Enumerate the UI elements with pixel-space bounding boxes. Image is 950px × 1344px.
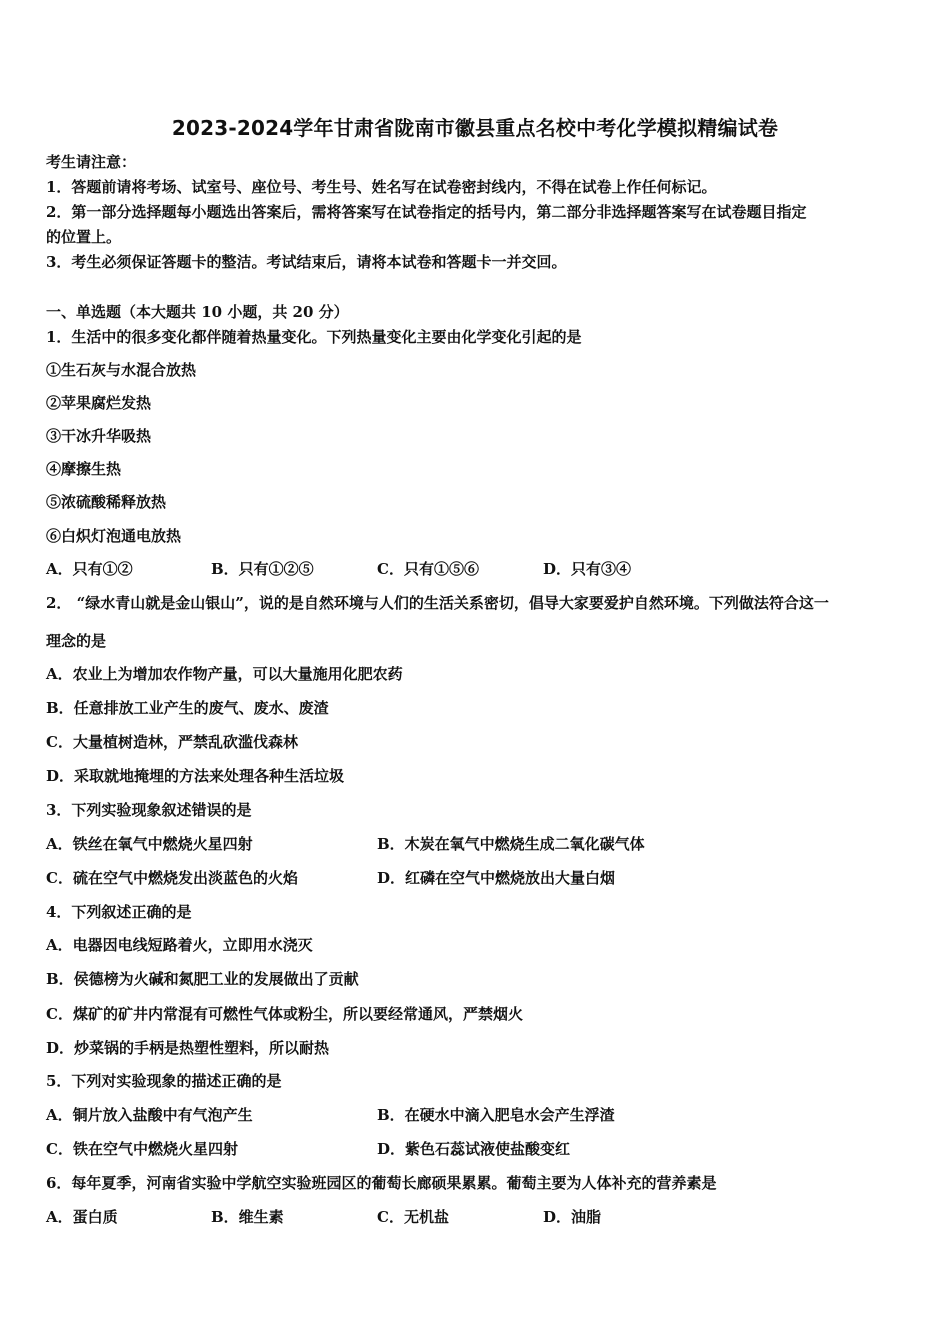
question-item: ④摩擦生热 [46,460,122,478]
option-d: D．油脂 [543,1208,602,1226]
question-item: ⑤浓硫酸稀释放热 [46,493,167,511]
option-c: C．硫在空气中燃烧发出淡蓝色的火焰 [46,869,298,887]
option-d: D．炒菜锅的手柄是热塑性塑料，所以耐热 [46,1039,330,1057]
question-stem: 3．下列实验现象叙述错误的是 [46,801,252,819]
question-item: ②苹果腐烂发热 [46,394,152,412]
option-b: B．任意排放工业产生的废气、废水、废渣 [46,699,329,717]
section-heading: 一、单选题（本大题共 10 小题，共 20 分） [46,303,349,321]
option-a: A．铁丝在氧气中燃烧火星四射 [46,835,253,853]
option-a: A．农业上为增加农作物产量，可以大量施用化肥农药 [46,665,403,683]
option-b: B．只有①②⑤ [211,560,314,578]
notice-item: 1．答题前请将考场、试室号、座位号、考生号、姓名写在试卷密封线内，不得在试卷上作任何标记。 [46,178,717,196]
option-a: A．铜片放入盐酸中有气泡产生 [46,1106,253,1124]
question-stem: 理念的是 [46,632,107,650]
page-title: 2023-2024学年甘肃省陇南市徽县重点名校中考化学模拟精编试卷 [171,116,779,140]
option-c: C．大量植树造林，严禁乱砍滥伐森林 [46,733,298,751]
option-c: C．铁在空气中燃烧火星四射 [46,1140,238,1158]
option-b: B．维生素 [211,1208,284,1226]
option-b: B．侯德榜为火碱和氮肥工业的发展做出了贡献 [46,970,359,988]
option-c: C．只有①⑤⑥ [377,560,479,578]
option-a: A．只有①② [46,560,133,578]
question-item: ③干冰升华吸热 [46,427,152,445]
option-b: B．在硬水中滴入肥皂水会产生浮渣 [377,1106,615,1124]
option-a: A．电器因电线短路着火，立即用水浇灭 [46,936,313,954]
option-d: D．紫色石蕊试液使盐酸变红 [377,1140,571,1158]
notice-item: 3．考生必须保证答题卡的整洁。考试结束后，请将本试卷和答题卡一并交回。 [46,253,567,271]
question-stem: 5．下列对实验现象的描述正确的是 [46,1072,282,1090]
option-d: D．红磷在空气中燃烧放出大量白烟 [377,869,616,887]
option-c: C．煤矿的矿井内常混有可燃性气体或粉尘，所以要经常通风，严禁烟火 [46,1005,523,1023]
option-d: D．只有③④ [543,560,632,578]
notice-item: 的位置上。 [46,228,122,246]
option-d: D．采取就地掩埋的方法来处理各种生活垃圾 [46,767,345,785]
question-stem: 6．每年夏季，河南省实验中学航空实验班园区的葡萄长廊硕果累累。葡萄主要为人体补充的营养素是 [46,1174,717,1192]
question-stem: 2． “绿水青山就是金山银山”，说的是自然环境与人们的生活关系密切，倡导大家要爱护自然环境。下列做法符合这一 [46,594,829,612]
notice-item: 2．第一部分选择题每小题选出答案后，需将答案写在试卷指定的括号内，第二部分非选择题答案写在试卷题目指定 [46,203,807,221]
question-item: ①生石灰与水混合放热 [46,361,197,379]
option-c: C．无机盐 [377,1208,449,1226]
option-b: B．木炭在氧气中燃烧生成二氧化碳气体 [377,835,645,853]
notice-heading: 考生请注意： [46,153,137,171]
option-a: A．蛋白质 [46,1208,118,1226]
question-stem: 4．下列叙述正确的是 [46,903,192,921]
question-stem: 1．生活中的很多变化都伴随着热量变化。下列热量变化主要由化学变化引起的是 [46,328,582,346]
question-item: ⑥白炽灯泡通电放热 [46,527,182,545]
